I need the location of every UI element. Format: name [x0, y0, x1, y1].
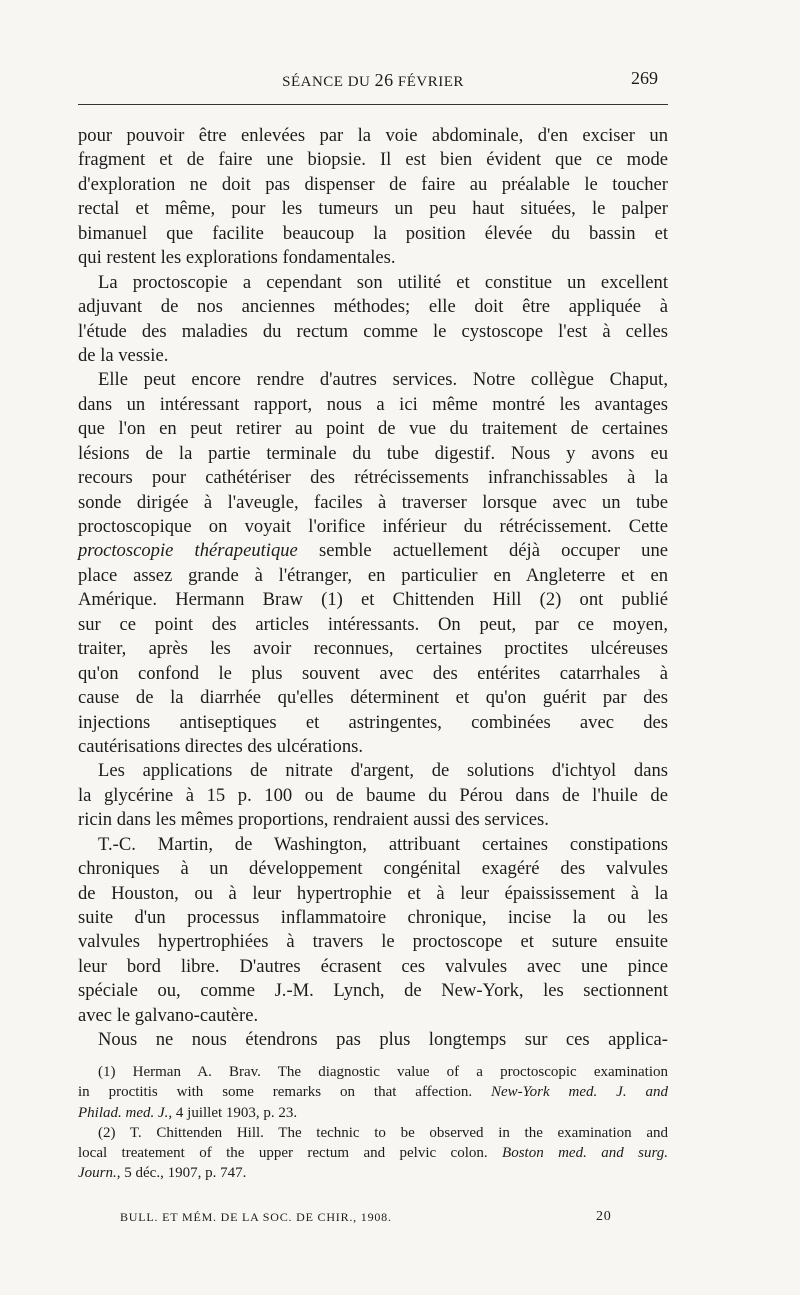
text-line: de la vessie.	[78, 344, 169, 366]
text-line: rectal et même, pour les tumeurs un peu haut situées, le palper	[78, 198, 668, 220]
running-header	[78, 70, 668, 94]
footnote-2-journal: Boston med. and surg.	[502, 1145, 668, 1162]
text-line: de Houston, ou à leur hypertrophie et à leur épaississement à la	[78, 882, 668, 904]
text-line: lésions de la partie terminale du tube digestif. Nous y avons eu	[78, 442, 668, 464]
text-line: suite d'un processus inflammatoire chronique, incise la ou les	[78, 907, 668, 928]
signature-mark: 20	[596, 1209, 612, 1224]
text-line: bimanuel que facilite beaucoup la position élevée du bassin et	[78, 222, 668, 244]
text-line-italic	[78, 539, 668, 563]
running-title-date: 26	[374, 70, 394, 90]
text-line: cautérisations directes des ulcérations.	[78, 735, 363, 757]
text-line: que l'on en peut retirer au point de vue du traitement de certaines	[78, 418, 668, 440]
footnote-2-line	[78, 1163, 668, 1183]
text-line: fragment et de faire une biopsie. Il est bien évident que ce mode	[78, 149, 668, 171]
text-line: place assez grande à l'étranger, en particulier en Angleterre et en	[78, 564, 668, 586]
running-title-part: SÉANCE DU	[282, 74, 375, 90]
page-footer	[78, 1210, 668, 1230]
footnote-1-line: (1) Herman A. Brav. The diagnostic value of a proctoscopic examination	[98, 1064, 668, 1080]
text-line: injections antiseptiques et astringentes, combinées avec des	[78, 711, 668, 733]
text-line: l'étude des maladies du rectum comme le cystoscope l'est à celles	[78, 320, 668, 342]
text-line: dans un intéressant rapport, nous a ici même montré les avantages	[78, 393, 668, 415]
text-line: Nous ne nous étendrons pas plus longtemps sur ces applica-	[98, 1029, 668, 1051]
footnote-1-line	[78, 1082, 668, 1102]
footnotes	[78, 1062, 668, 1184]
journal-footer-title: BULL. ET MÉM. DE LA SOC. DE CHIR., 1908.	[120, 1210, 392, 1224]
text-line: recours pour cathétériser des rétrécissements infranchissables à la	[78, 467, 668, 489]
text-line: qui restent les explorations fondamentales.	[78, 247, 396, 269]
text-line: La proctoscopie a cependant son utilité et constitue un excellent	[98, 271, 668, 293]
footnote-1-journal: New-York med. J. and	[491, 1084, 668, 1101]
text-line: proctoscopique on voyait l'orifice inférieur du rétrécissement. Cette	[78, 516, 668, 537]
text-line: d'exploration ne doit pas dispenser de faire au préalable le toucher	[78, 173, 668, 195]
footnote-1-line	[78, 1103, 668, 1123]
footnote-1-journal: Philad. med. J.	[78, 1104, 169, 1121]
text-line-rest: semble actuellement déjà occuper une	[297, 540, 668, 562]
running-title-part: FÉVRIER	[393, 74, 464, 90]
text-line: sur ce point des articles intéressants. On peut, par ce moyen,	[78, 613, 668, 635]
footnote-2-line: (2) T. Chittenden Hill. The technic to be observed in the examination and	[98, 1124, 668, 1141]
footnote-2-text: , 5 déc., 1907, p. 747.	[116, 1165, 247, 1182]
footnote-1-text: in proctitis with some remarks on that affection.	[78, 1084, 491, 1101]
text-line: la glycérine à 15 p. 100 ou de baume du Pérou dans de l'huile de	[78, 784, 668, 806]
footnote-2-line	[78, 1143, 668, 1163]
italic-term: proctoscopie thérapeutique	[78, 540, 298, 562]
text-line: Amérique. Hermann Braw (1) et Chittenden Hill (2) ont publié	[78, 589, 668, 611]
text-line: adjuvant de nos anciennes méthodes; elle doit être appliquée à	[78, 296, 668, 318]
footnote-2-journal: Journ.	[78, 1165, 117, 1182]
text-line: ricin dans les mêmes proportions, rendraient aussi des services.	[78, 809, 549, 831]
header-rule	[78, 104, 668, 105]
text-line: T.-C. Martin, de Washington, attribuant certaines constipations	[98, 833, 668, 855]
running-title	[78, 70, 668, 91]
text-line: sonde dirigée à l'aveugle, faciles à traverser lorsque avec un tube	[78, 491, 668, 513]
text-line: Les applications de nitrate d'argent, de solutions d'ichtyol dans	[98, 760, 668, 782]
text-line: cause de la diarrhée qu'elles déterminent et qu'on guérit par des	[78, 687, 668, 709]
body-text	[78, 124, 668, 1053]
text-line: traiter, après les avoir reconnues, certaines proctites ulcéreuses	[78, 638, 668, 660]
text-line: qu'on confond le plus souvent avec des entérites catarrhales à	[78, 662, 668, 684]
text-line: valvules hypertrophiées à travers le proctoscope et suture ensuite	[78, 931, 668, 953]
text-line: spéciale ou, comme J.-M. Lynch, de New-York, les sectionnent	[78, 980, 668, 1002]
text-line: avec le galvano-cautère.	[78, 1004, 259, 1026]
text-line: chroniques à un développement congénital exagéré des valvules	[78, 858, 668, 880]
text-line: pour pouvoir être enlevées par la voie abdominale, d'en exciser un	[78, 125, 668, 146]
text-line: Elle peut encore rendre d'autres services. Notre collègue Chaput,	[98, 369, 668, 391]
footnote-1-text: , 4 juillet 1903, p. 23.	[168, 1104, 298, 1121]
footnote-2-text: local treatement of the upper rectum and pelvic colon.	[78, 1145, 503, 1162]
page-number: 269	[631, 68, 658, 88]
text-line: leur bord libre. D'autres écrasent ces valvules avec une pince	[78, 955, 668, 977]
